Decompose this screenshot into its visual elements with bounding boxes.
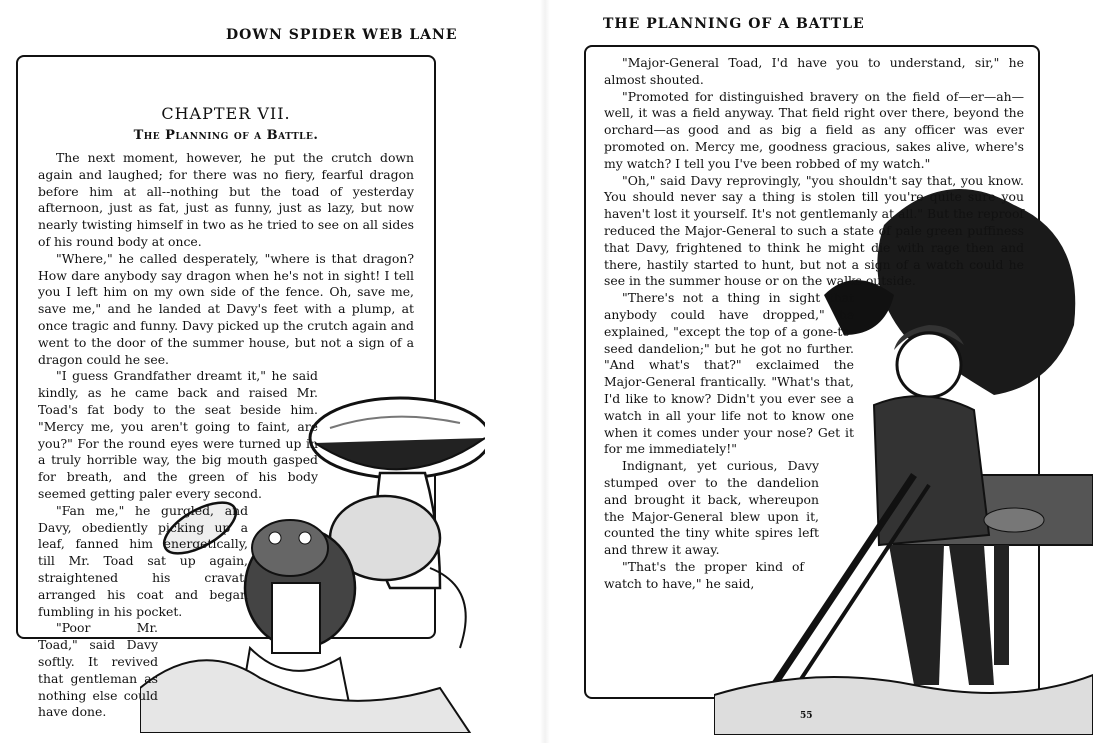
paragraph: "Promoted for distinguished bravery on the field of—er—ah—well, it was a field anyway. That field right over there, beyond the orchard—as good and as big a field as any officer was ever promoted on. Mercy me, goodness gracious, sakes alive, where's my watch? I tell you I've been robbed of my watch." xyxy=(604,88,1024,171)
paragraph: "There's not a thing in sight that anybody could have dropped," he explained, "except the top of a gone-to-seed dandelion;" but he got no further. "And what's that?" exclaimed the Major-General frantically. "What's that, I'd like to know? Didn't you ever see a watch in all your life not to know one when it comes under your nose? Get it for me immediately!" xyxy=(604,290,854,457)
paragraph: "Poor Mr. Toad," said Davy softly. It revived that gentleman as nothing else could have done. xyxy=(38,620,158,720)
paragraph: "Where," he called desperately, "where is that dragon? How dare anybody say dragon when he's not in sight! I tell you I left him on my own side of the fence. Oh, save me, save me," and he landed at Davy's feet with a plump, at once tragic and funny. Davy picked up the crutch again and went to the door of the summer house, but not a sign of a dragon could he see. xyxy=(38,250,414,367)
paragraph: "Fan me," he gurgled, and Davy, obediently picking up a leaf, fanned him energetically, till Mr. Toad sat up again, straightened his cravat, arranged his coat and began fumbling in his pocket. xyxy=(38,502,248,619)
left-body-text xyxy=(38,150,414,721)
chapter-subtitle: The Planning of a Battle. xyxy=(133,128,319,143)
paragraph: "I guess Grandfather dreamt it," he said kindly, as he came back and raised Mr. Toad's fat body to the seat beside him. "Mercy me, you aren't going to faint, are you?" For the round eyes were turned up in a truly horrible way, the big mouth gasped for breath, and the green of his body seemed getting paler every second. xyxy=(38,368,318,501)
paragraph: "Major-General Toad, I'd have you to understand, sir," he almost shouted. xyxy=(604,55,1024,87)
right-page xyxy=(546,0,1093,743)
left-page xyxy=(0,0,546,743)
paragraph: Indignant, yet curious, Davy stumped over to the dandelion and brought it back, whereupon the Major-General blew upon it, counted the tiny white spires left and threw it away. xyxy=(604,458,819,558)
page-number: 55 xyxy=(800,711,813,721)
running-head-right: THE PLANNING OF A BATTLE xyxy=(603,16,865,32)
paragraph: "Oh," said Davy reprovingly, "you shouldn't say that, you know. You should never say a thing is stolen till you're quite sure you haven't lost it yourself. It's not gentlemanly at all." But the reproof reduced the Major-General to such a state of pale green puffiness that Davy, frightened to think he might die with rage then and there, hastily started to hunt, but not a sign of a watch could he see in the summer house or on the walks outside. xyxy=(604,172,1024,289)
paragraph: The next moment, however, he put the crutch down again and laughed; for there was no fiery, fearful dragon before him at all--nothing but the toad of yesterday afternoon, just as fat, just as funny, just as lazy, but now nearly twisting himself in two as he tried to see on all sides of his round body at once. xyxy=(38,150,414,249)
right-body-text xyxy=(604,55,1024,593)
paragraph: "That's the proper kind of watch to have," he said, xyxy=(604,558,804,591)
chapter-title: CHAPTER VII. xyxy=(161,104,291,123)
running-head-left: DOWN SPIDER WEB LANE xyxy=(226,27,458,43)
